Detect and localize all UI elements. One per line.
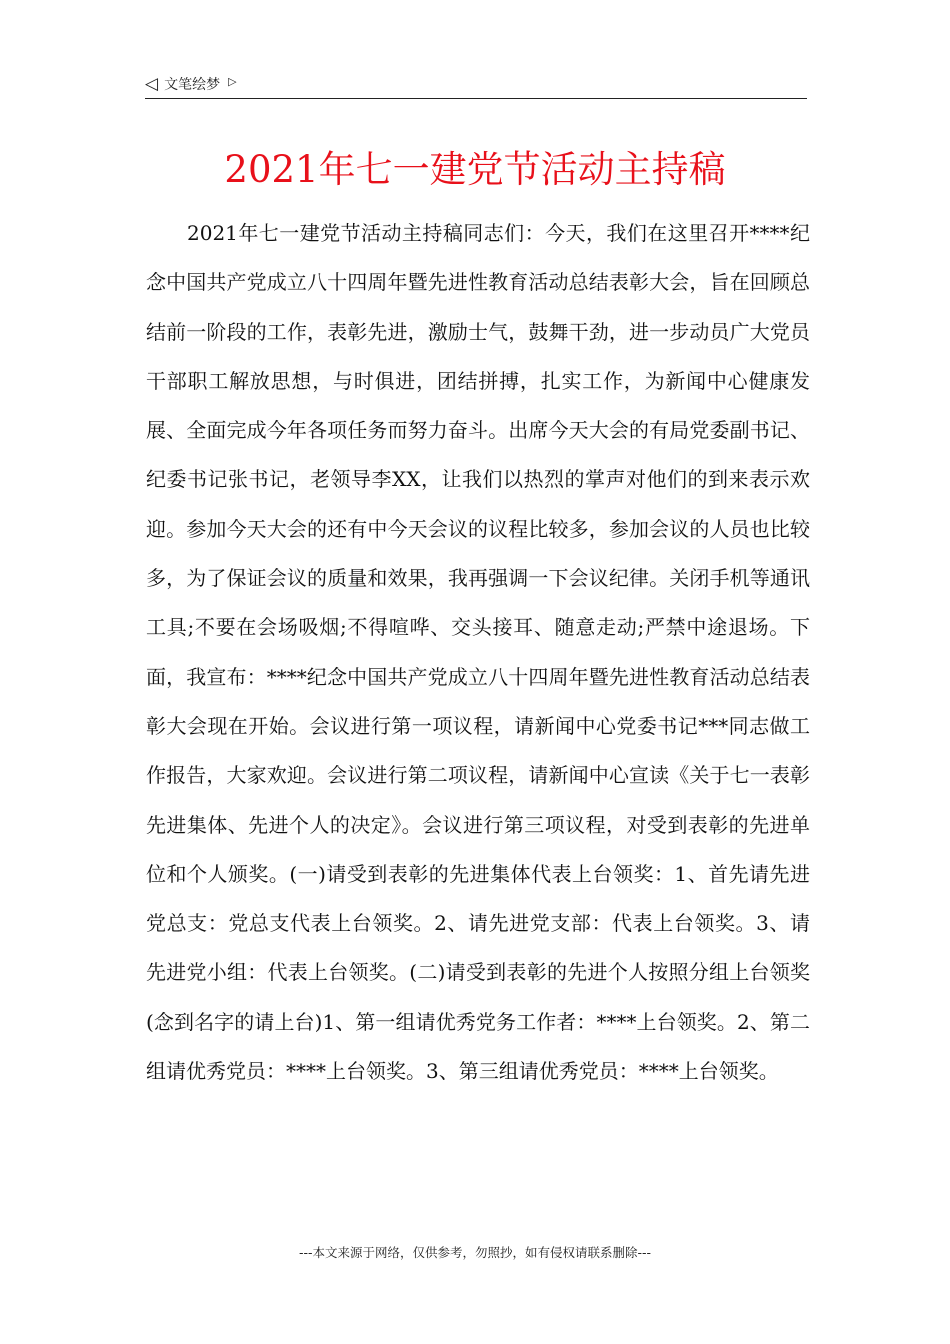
header-brand [145, 74, 237, 94]
footer-notice: ---本文来源于网络，仅供参考，勿照抄，如有侵权请联系删除--- [298, 1245, 652, 1260]
triangle-left-icon: ◁ [145, 73, 159, 94]
triangle-right-icon: ▷ [228, 74, 237, 88]
brand-name: 文笔绘梦 [164, 77, 221, 93]
document-title: 2021年七一建党节活动主持稿 [224, 148, 726, 191]
page-header [145, 70, 807, 99]
document-body: 2021年七一建党节活动主持稿同志们：今天，我们在这里召开****纪念中国共产党成立八十四周年暨先进性教育活动总结表彰大会，旨在回顾总结前一阶段的工作，表彰先进，激励士气，鼓舞干劲，进一步动员广大党员干部职工解放思想，与时俱进，团结拼搏，扎实工作，为新闻中心健康发展、全面完成今年各项任务而努力奋斗。出席今天大会的有局党委副书记、纪委书记张书记，老领导李XX，让我们以热烈的掌声对他们的到来表示欢迎。参加今天大会的还有中今天会议的议程比较多，参加会议的人员也比较多，为了保证会议的质量和效果，我再强调一下会议纪律。关闭手机等通讯工具;不要在会场吸烟;不得喧哗、交头接耳、随意走动;严禁中途退场。下面，我宣布：****纪念中国共产党成立八十四周年暨先进性教育活动总结表彰大会现在开始。会议进行第一项议程，请新闻中心党委书记***同志做工作报告，大家欢迎。会议进行第二项议程，请新闻中心宣读《关于七一表彰先进集体、先进个人的决定》。会议进行第三项议程，对受到表彰的先进单位和个人颁奖。(一)请受到表彰的先进集体代表上台领奖：1、首先请先进党总支：党总支代表上台领奖。2、请先进党支部：代表上台领奖。3、请先进党小组：代表上台领奖。(二)请受到表彰的先进个人按照分组上台领奖(念到名字的请上台)1、第一组请优秀党务工作者：****上台领奖。2、第二组请优秀党员：****上台领奖。3、第三组请优秀党员：****上台领奖。 [146, 221, 810, 1084]
